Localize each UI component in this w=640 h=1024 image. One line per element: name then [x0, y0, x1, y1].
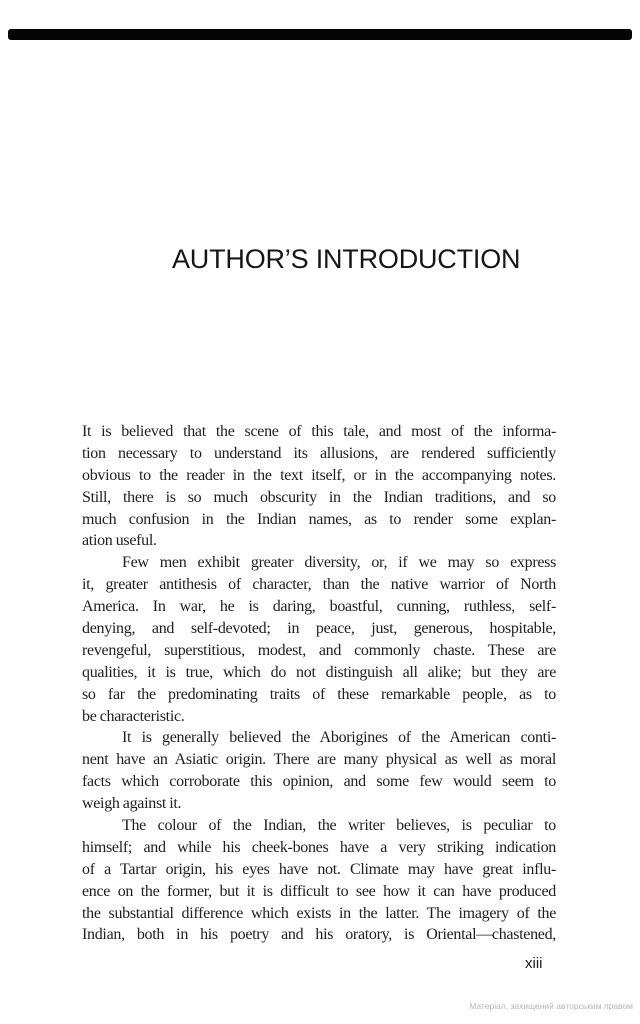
text-line: himself; and while his cheek-bones have a very striking indication	[82, 838, 556, 856]
text-line: be characteristic.	[82, 707, 185, 725]
page-number: xiii	[525, 955, 543, 972]
text-line: Still, there is so much obscurity in the Indian traditions, and so	[82, 488, 556, 506]
paragraph	[82, 421, 556, 552]
text-line: The colour of the Indian, the writer believes, is peculiar to	[122, 817, 556, 835]
text-line: ation useful.	[82, 532, 157, 550]
paragraph	[82, 815, 556, 946]
paragraph	[82, 727, 556, 815]
text-line: the substantial difference which exists in the latter. The imagery of the	[82, 904, 556, 922]
text-line: Indian, both in his poetry and his oratory, is Oriental—chastened,	[82, 926, 556, 944]
text-line: it, greater antithesis of character, than the native warrior of North	[82, 576, 556, 594]
text-line: denying, and self-devoted; in peace, just, generous, hospitable,	[82, 620, 556, 638]
text-line: of a Tartar origin, his eyes have not. Climate may have great influ-	[82, 860, 556, 878]
text-line: tion necessary to understand its allusions, are rendered sufficiently	[82, 444, 556, 462]
text-line: much confusion in the Indian names, as to render some explan-	[82, 510, 556, 528]
text-line: ence on the former, but it is difficult to see how it can have produced	[82, 882, 556, 900]
paragraph	[82, 552, 556, 727]
chapter-heading: AUTHOR’S INTRODUCTION	[172, 244, 521, 274]
text-line: revengeful, superstitious, modest, and commonly chaste. These are	[82, 641, 556, 659]
text-line: America. In war, he is daring, boastful, cunning, ruthless, self-	[82, 598, 556, 616]
body-text	[82, 421, 556, 946]
text-line: qualities, it is true, which do not distinguish all alike; but they are	[82, 663, 556, 681]
text-line: Few men exhibit greater diversity, or, if we may so express	[122, 554, 556, 572]
text-line: weigh against it.	[82, 795, 182, 813]
scan-artifact-bar	[8, 29, 632, 40]
copyright-watermark: Матеріал, захищений авторським правом	[469, 1001, 633, 1011]
text-line: It is believed that the scene of this tale, and most of the informa-	[82, 423, 556, 440]
text-line: so far the predominating traits of these remarkable people, as to	[82, 685, 556, 703]
text-line: facts which corroborate this opinion, and some few would seem to	[82, 773, 556, 791]
text-line: nent have an Asiatic origin. There are many physical as well as moral	[82, 751, 556, 769]
text-line: It is generally believed the Aborigines of the American conti-	[122, 729, 556, 747]
text-line: obvious to the reader in the text itself, or in the accompanying notes.	[82, 466, 556, 484]
